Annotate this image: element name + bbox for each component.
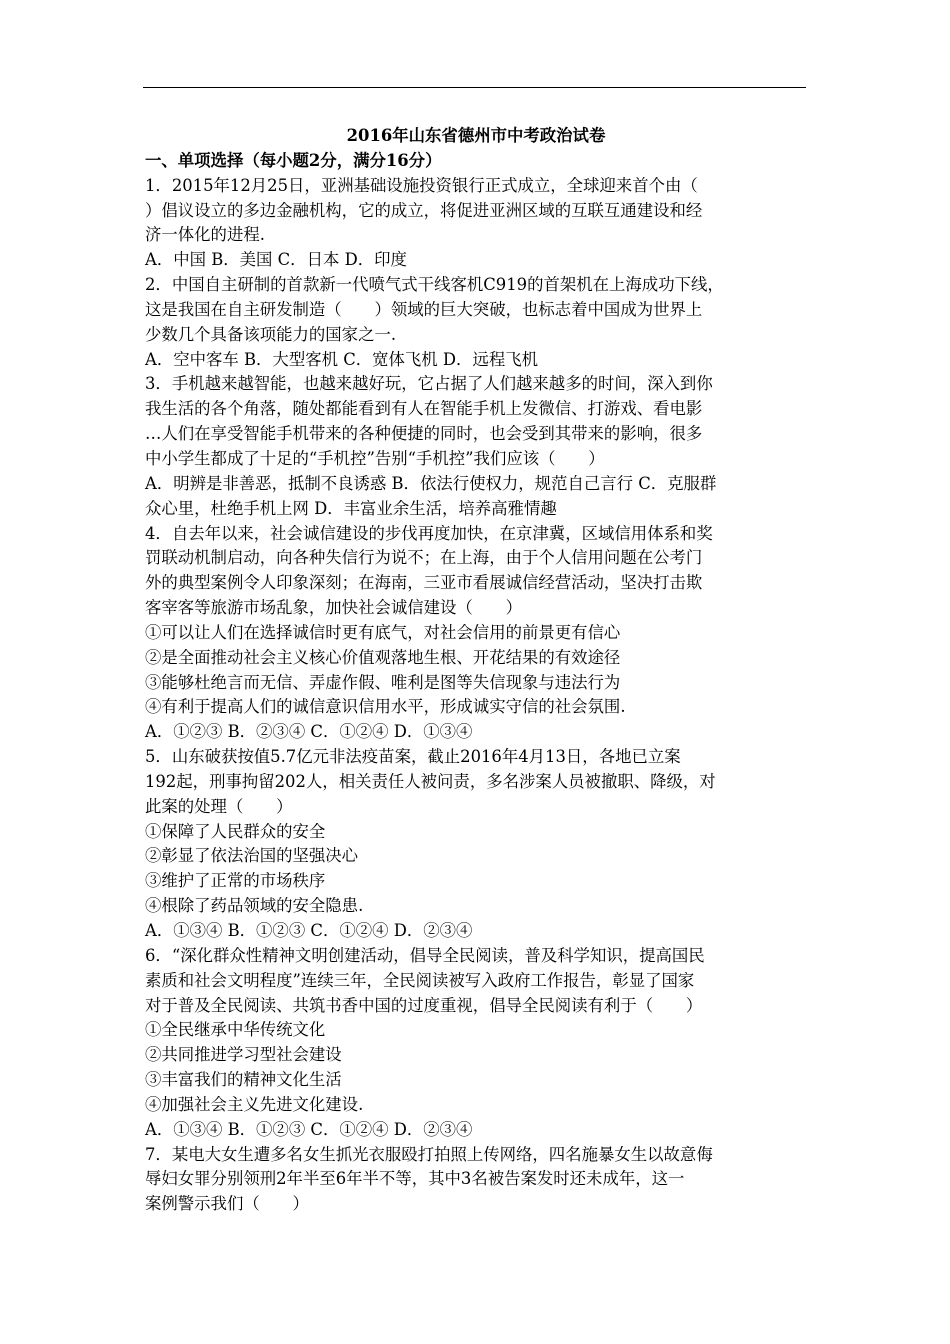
text-line: A．中国 B．美国 C．日本 D．印度 [145, 250, 407, 270]
text-line: 此案的处理（ ） [145, 796, 293, 816]
text-line: 辱妇女罪分别领刑2年半至6年半不等，其中3名被告案发时还未成年，这一 [145, 1169, 685, 1189]
text-line: ④加强社会主义先进文化建设. [145, 1094, 364, 1114]
text-line: A．①③④ B．①②③ C．①②④ D．②③④ [145, 921, 473, 940]
text-line: 这是我国在自主研发制造（ ）领域的巨大突破，也标志着中国成为世界上 [145, 299, 703, 319]
text-line: 中小学生都成了十足的“手机控”告别“手机控”我们应该（ ） [145, 448, 605, 468]
page-title: 2016年山东省德州市中考政治试卷 [346, 126, 606, 145]
text-line: ③丰富我们的精神文化生活 [145, 1070, 342, 1090]
text-line: ③能够杜绝言而无信、弄虚作假、唯利是图等失信现象与违法行为 [145, 672, 621, 692]
text-line: …人们在享受智能手机带来的各种便捷的同时，也会受到其带来的影响，很多 [145, 424, 703, 444]
text-line: ②彰显了依法治国的坚强决心 [145, 846, 359, 866]
text-line: 素质和社会文明程度”连续三年，全民阅读被写入政府工作报告，彰显了国家 [145, 970, 695, 990]
text-line: 5．山东破获按值5.7亿元非法疫苗案，截止2016年4月13日，各地已立案 [145, 747, 681, 767]
text-line: 罚联动机制启动，向各种失信行为说不；在上海，由于个人信用问题在公考门 [145, 548, 703, 568]
text-line: 1．2015年12月25日，亚洲基础设施投资银行正式成立，全球迎来首个由（ [145, 175, 698, 195]
text-line: ③维护了正常的市场秩序 [145, 871, 326, 891]
text-line: A．空中客车 B．大型客机 C．宽体飞机 D．远程飞机 [145, 349, 539, 369]
text-line: 案例警示我们（ ） [145, 1194, 309, 1214]
section-heading: 一、单项选择（每小题2分，满分16分） [145, 150, 442, 170]
text-line: ①全民继承中华传统文化 [145, 1020, 326, 1040]
text-line: ②共同推进学习型社会建设 [145, 1045, 342, 1065]
text-line: 外的典型案例令人印象深刻；在海南，三亚市看展诚信经营活动，坚决打击欺 [145, 573, 703, 593]
text-line: 少数几个具备该项能力的国家之一. [145, 324, 397, 344]
text-line: 7．某电大女生遭多名女生抓光衣服殴打拍照上传网络，四名施暴女生以故意侮 [145, 1144, 713, 1164]
text-line: 众心里，杜绝手机上网 D．丰富业余生活，培养高雅情趣 [145, 498, 557, 518]
text-line: 2．中国自主研制的首款新一代喷气式干线客机C919的首架机在上海成功下线， [145, 275, 724, 295]
text-line: 我生活的各个角落，随处都能看到有人在智能手机上发微信、打游戏、看电影 [145, 399, 703, 419]
text-line: A．①③④ B．①②③ C．①②④ D．②③④ [145, 1119, 473, 1139]
text-line: 对于普及全民阅读、共筑书香中国的过度重视，倡导全民阅读有利于（ ） [145, 995, 703, 1015]
text-line: A．明辨是非善恶，抵制不良诱惑 B．依法行使权力，规范自己言行 C．克服群 [145, 473, 717, 493]
question-lines [145, 174, 807, 1217]
text-line: A．①②③ B．②③④ C．①②④ D．①③④ [145, 722, 473, 742]
text-line: ①保障了人民群众的安全 [145, 821, 326, 841]
text-line: 6．“深化群众性精神文明创建活动，倡导全民阅读，普及科学知识，提高国民 [145, 945, 705, 965]
exam-body [145, 124, 807, 1217]
text-line: 4．自去年以来，社会诚信建设的步伐再度加快，在京津冀，区域信用体系和奖 [145, 523, 713, 543]
text-line: 192起，刑事拘留202人，相关责任人被问责，多名涉案人员被撤职、降级，对 [145, 771, 716, 791]
text-line: ）倡议设立的多边金融机构，它的成立，将促进亚洲区域的互联互通建设和经 [145, 200, 703, 220]
text-line: ②是全面推动社会主义核心价值观落地生根、开花结果的有效途径 [145, 647, 621, 667]
text-line: ④根除了药品领域的安全隐患. [145, 896, 364, 916]
text-line: 客宰客等旅游市场乱象，加快社会诚信建设（ ） [145, 598, 522, 618]
header-rule [143, 87, 806, 88]
text-line: ④有利于提高人们的诚信意识信用水平，形成诚实守信的社会氛围. [145, 697, 626, 717]
text-line: ①可以让人们在选择诚信时更有底气，对社会信用的前景更有信心 [145, 622, 621, 642]
text-line: 济一体化的进程. [145, 225, 265, 245]
text-line: 3．手机越来越智能，也越来越好玩，它占据了人们越来越多的时间，深入到你 [145, 374, 713, 394]
